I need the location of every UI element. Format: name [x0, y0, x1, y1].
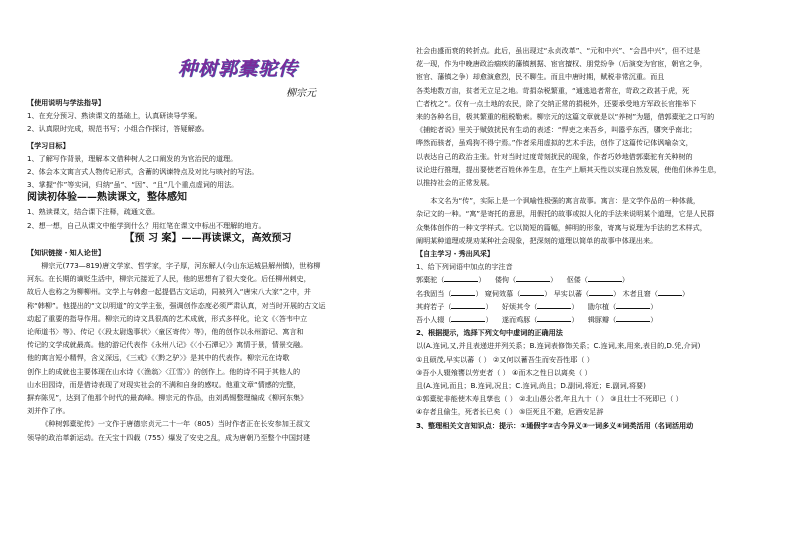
pinyin-blank[interactable]	[537, 300, 571, 309]
bio-line: 动起了重要的指导作用。柳宗元的诗文具很高的艺术成就，形式多样化，论文《〈答韦中立	[27, 313, 308, 323]
genre-line: 阐明某种道理或规劝某种社会现象，把深刻的道理以简单的故事中体现出来。	[416, 235, 658, 245]
pinyin-close: ）	[478, 275, 486, 285]
pinyin-blank[interactable]	[616, 313, 650, 322]
pinyin-word: 早实以蕃（	[553, 288, 590, 298]
pinyin-word: 窥伺效慕（	[484, 288, 521, 298]
q2-qie-item[interactable]: ④存者且偷生，死者长已矣（ ） ⑤臣死且不避，卮酒安足辞	[416, 407, 604, 417]
read-heading: 阅读初体验——熟读课文，整体感知	[27, 192, 187, 204]
bio-line: 摒弃陈见”，达到了他那个时代的最高峰。柳宗元的作品，由刘禹锡整理编成《柳河东集》	[27, 393, 308, 403]
author-name: 柳宗元	[286, 88, 316, 99]
context-line: 以推持社会的正常发展。	[416, 178, 495, 188]
pinyin-close: ）	[544, 288, 552, 298]
pinyin-blank[interactable]	[588, 273, 622, 282]
pinyin-row	[416, 313, 778, 326]
pinyin-close: ）	[650, 301, 658, 311]
context-line: 宦官、藩镇之争）却愈演愈烈，民不聊生。而且中唐时期，赋税非常沉重。而且	[416, 72, 665, 82]
pinyin-word: 偻佝（	[494, 275, 517, 285]
goal-item: 2、体会本文寓言式人物传记形式，含蓄的讽谏特点及对比与映衬的写法。	[27, 167, 259, 177]
genre-line: 杂记文的一种。“寓”是寄托的意思，用假托的故事或拟人化的手法来说明某个道理，它是人民群	[416, 209, 715, 219]
pinyin-blank[interactable]	[444, 273, 478, 282]
pinyin-blank[interactable]	[616, 300, 650, 309]
goal-item: 3、掌握“作”等实词，归纳“虽”、“因”、“且”几个重点虚词的用法。	[27, 180, 239, 190]
bio-line: 称“韩柳”。他提出的“文以明道”的文学主张，强调创作态度必须严肃认真，对当时开展的古文运	[27, 300, 326, 310]
goal-heading: 【学习目标】	[27, 140, 70, 150]
pinyin-blank[interactable]	[516, 273, 550, 282]
pinyin-close: ）	[650, 315, 658, 325]
pinyin-close: ）	[485, 301, 493, 311]
q2-yi-note: 以(A.连词,又,并且表递进并列关系；B.连词表修饰关系；C.连词,来,用来,表目的,D.凭,介词)	[416, 341, 701, 351]
question-1: 1、给下列词语中加点的字注音	[416, 262, 513, 272]
bio-line: 创作上的成就也主要体现在山水诗《〈渔翁〉〈江雪〉》的创作上。他的诗不同于其他人的	[27, 366, 301, 376]
background-line: 领导的政治革新运动。在天宝十四载（755）爆发了安史之乱，成为唐朝乃至整个中国封建	[27, 432, 311, 442]
bio-line: 山水田园诗，而是借诗表现了对现实社会的不满和自身的感叹。他重文章“情感的完整，	[27, 379, 301, 389]
context-line: 议论进行推理，提出要使老百姓休养生息，在生产上顺其天性以实现自然发展，使他们休养生息，	[416, 164, 722, 174]
pinyin-blank[interactable]	[589, 287, 613, 296]
q2-yi-item[interactable]: ①且硕茂,早实以蕃（ ） ②又何以蓄吾生而安吾性耶（ ）	[416, 354, 594, 364]
pinyin-blank[interactable]	[537, 313, 571, 322]
guide-item: 1、在充分预习、熟读课文的基础上，认真研读导学案。	[27, 111, 202, 121]
background-line: 《种树郭橐驼传》一文作于唐德宗贞元二十一年（805）当时作者正在长安参加王叔文	[41, 419, 311, 429]
q2-yi-item[interactable]: ③吾小人辍飧饔以劳吏者（ ） ④而木之性日以离矣（ ）	[416, 367, 592, 377]
context-line: 以表达自己的政治主张。针对当时过度苛刻扰民的现象，作者巧妙地借郭橐驼有关种树的	[416, 151, 693, 161]
context-line: 亡者枕之”。仅有一点土地的农民，除了交纳正常的捐税外，还要承受地方军政长官推举下	[416, 98, 697, 108]
page-title: 种树郭橐驼传	[178, 58, 299, 80]
pinyin-close: ）	[485, 315, 493, 325]
pinyin-blank[interactable]	[658, 287, 682, 296]
pinyin-close: ）	[621, 275, 629, 285]
pinyin-close: ）	[475, 288, 483, 298]
question-2: 2、根据提示，选择下列文句中虚词的正确用法	[416, 328, 563, 338]
right-column	[416, 44, 778, 432]
bio-line: 传记的文学成就最高。他的游记代表作《永州八记》《〈小石潭记〉》寓情于景，情景交融。	[27, 340, 308, 350]
read-item: 1、熟读课文，结合课下注释，疏通文意。	[27, 207, 160, 217]
pinyin-word: 伛偻（	[566, 275, 588, 285]
bio-line: 河东。在长期的谪贬生活中，柳宗元接近了人民，他的思想有了很大变化。后任柳州刺史，	[27, 274, 311, 284]
pinyin-word: 木者且窘（	[622, 288, 658, 298]
bio-line: 故后人也称之为柳柳州。文学上与韩愈一起提倡古文运动，同被列入“唐宋八大家”之中，并	[27, 287, 312, 297]
genre-line: 众集体创作的一种文学样式。它以简短的篇幅，鲜明的形象，寄寓与说理为手法的艺术样式，	[416, 222, 707, 232]
bio-line: 他的寓言短小精悍，含义深远，《三戒》《〈黔之驴〉》是其中的代表作。柳宗元在诗歌	[27, 353, 290, 363]
pinyin-blank[interactable]	[451, 313, 485, 322]
context-line: 花一现，作为中晚唐政治痼疾的藩镇割据、宦官擅权、朋党纷争（后演变为官宦，朝官之争，	[416, 59, 707, 69]
pinyin-blank[interactable]	[520, 287, 544, 296]
pinyin-word: 名我固当（	[416, 288, 452, 298]
link-heading: 【知识链接・知人论世】	[27, 247, 106, 257]
pinyin-word: 勖尔植（	[587, 301, 617, 311]
bio-line: 论师道书〉等》、传记《〈段太尉逸事状〉〈童区寄传〉等》，他的创作以永州游记、寓言和	[27, 327, 304, 337]
self-study-heading: 【自主学习・秀出风采】	[416, 249, 495, 259]
pinyin-close: ）	[613, 288, 621, 298]
genre-line: 本文名为“传”，实际上是一个讽喻性极强的寓言故事。寓言：是文学作品的一种体裁，	[430, 196, 701, 206]
bio-line: 刘并作了序。	[27, 406, 70, 416]
pinyin-word: 好烦其令（	[501, 301, 538, 311]
question-3: 3、整理相关文言知识点：提示：①通假字②古今异义③一词多义④词类活用（名词活用动	[416, 420, 694, 430]
context-line: 《捕蛇者说》里关于赋敛扰民有生动的表述：“悍吏之来吾乡，叫嚣乎东西，隳突乎南北；	[416, 125, 697, 135]
preview-heading: 【预 习 案】——再读课文，高效预习	[124, 232, 292, 244]
guide-heading: 【使用说明与学法指导】	[27, 98, 106, 107]
pinyin-row	[416, 273, 778, 286]
pinyin-blank[interactable]	[451, 287, 475, 296]
bio-line: 柳宗元(773—819)唐文学家、哲学家，字子厚，河东解人(今山东运城县解州镇)，世称柳	[41, 261, 321, 271]
q2-qie-note: 且(A.连词,而且；B.连词,况且；C.连词,尚且；D.副词,将近；E.副词,将要)	[416, 381, 646, 391]
context-line: 各类地数万亩，贫者无立足之地。苛捐杂税繁重，“逋逃追者常在，苛政之政甚于虎，死	[416, 85, 690, 95]
pinyin-blank[interactable]	[451, 300, 485, 309]
guide-item: 2、认真限时完成，规范书写；小组合作探讨，答疑解惑。	[27, 124, 209, 134]
pinyin-word: 吾小人辍（	[416, 315, 452, 325]
pinyin-close: ）	[550, 275, 558, 285]
pinyin-word: 郭橐驼（	[416, 275, 445, 285]
pinyin-row	[416, 300, 778, 313]
goal-item: 1、了解写作背景，理解本文借种树人之口阐发的为官治民的道理。	[27, 153, 238, 163]
pinyin-word: 其莳若子（	[416, 301, 452, 311]
context-line: 社会由盛而衰的转折点。此后，虽出现过“永贞改革”、“元和中兴”、“会昌中兴”，但不过是	[416, 46, 701, 55]
pinyin-close: ）	[571, 315, 579, 325]
context-line: 哗然而骇者，虽鸡狗不得宁焉。”作者采用虚拟的艺术手法，创作了这篇传记体讽喻杂文，	[416, 138, 693, 148]
pinyin-word: 遂而鸡豚（	[501, 315, 538, 325]
left-column	[27, 96, 389, 444]
read-item: 2、想一想，自己从课文中能学到什么？用红笔在课文中标出不理解的地方。	[27, 220, 266, 230]
pinyin-word: 辑豚瓣（	[587, 315, 617, 325]
q2-qie-item[interactable]: ①郭橐驼非能使木寿且孳也（ ） ②北山愚公者,年且九十（ ） ③且壮士不死即已（ ）	[416, 394, 683, 404]
pinyin-close: ）	[571, 301, 579, 311]
pinyin-close: ）	[681, 288, 690, 298]
context-line: 来的各种名目，极其繁重的租税勒索。柳宗元的这篇文章就是以“养树”为题，借郭橐驼之口写的	[416, 112, 715, 122]
pinyin-row	[416, 287, 778, 300]
